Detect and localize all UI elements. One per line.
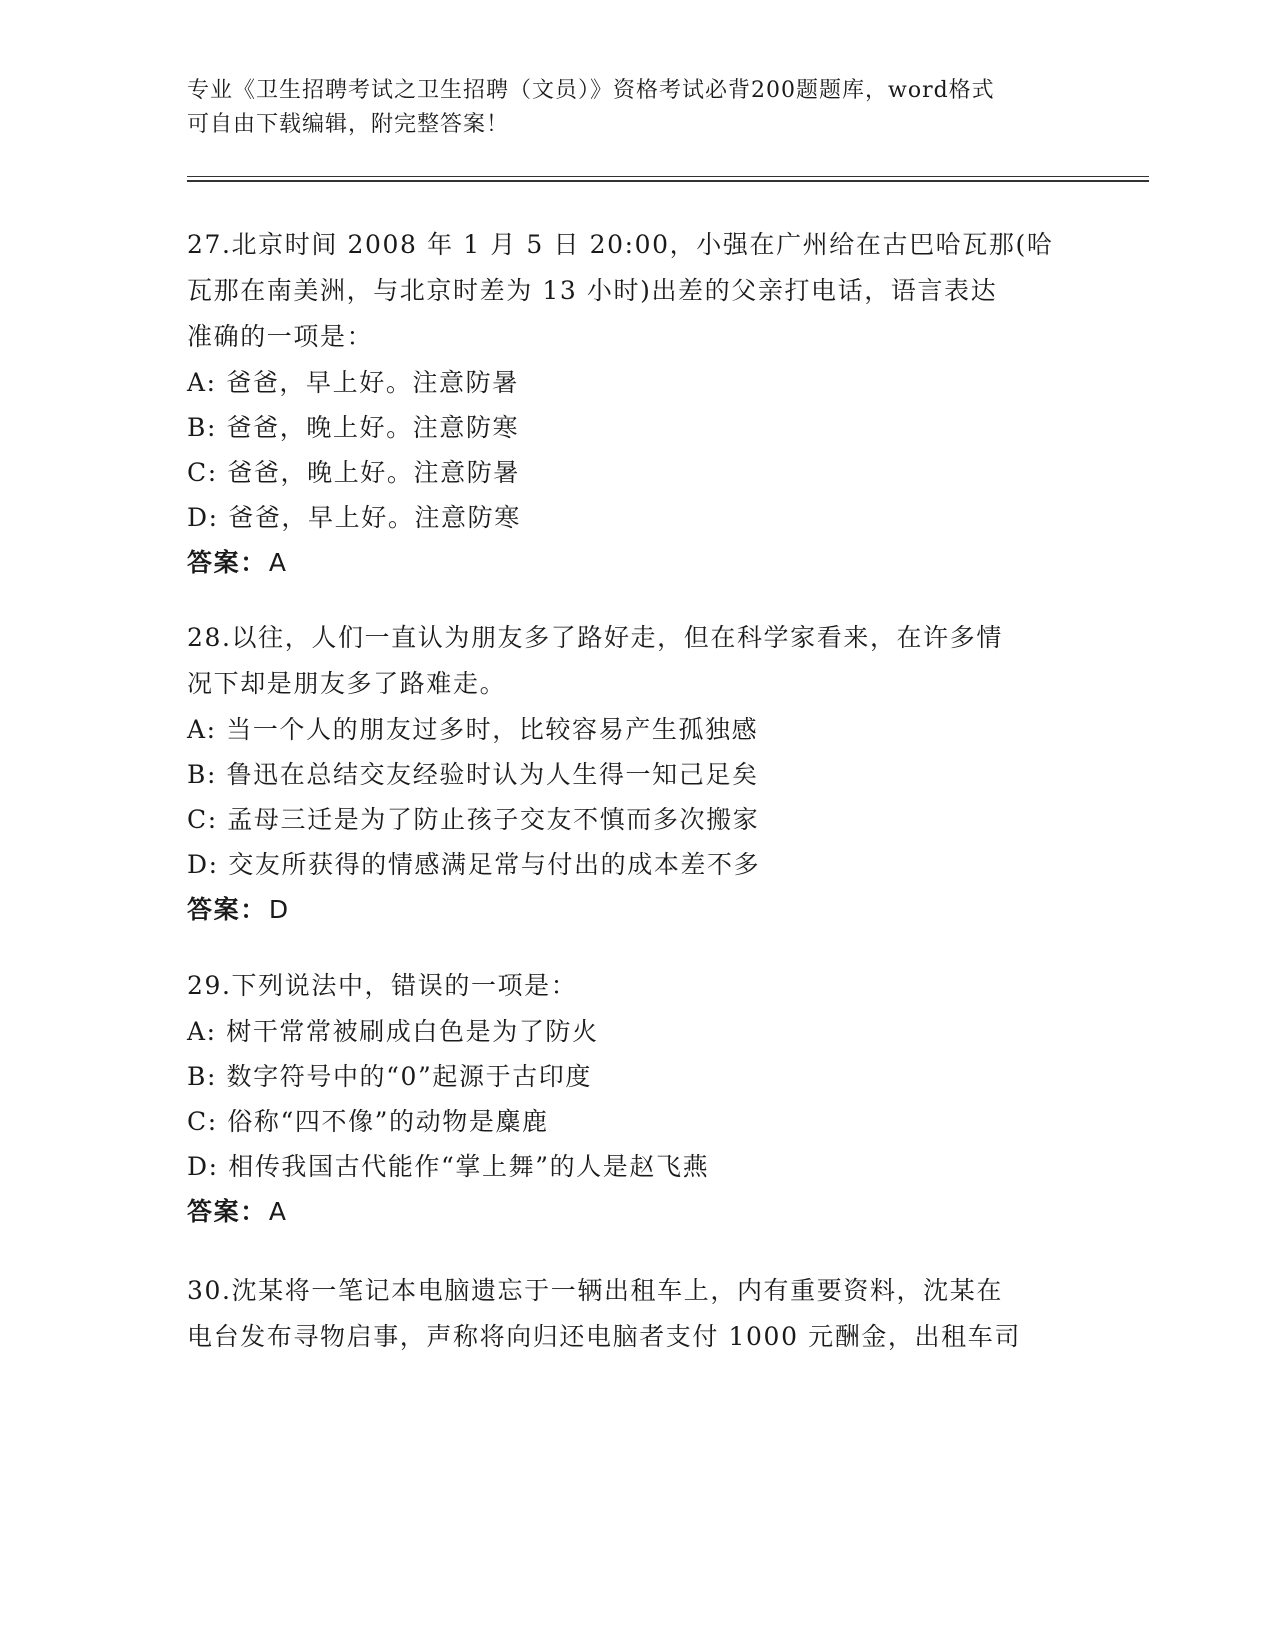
answer-line — [187, 887, 1167, 933]
question-text-line: 30.沈某将一笔记本电脑遗忘于一辆出租车上，内有重要资料，沈某在 — [187, 1276, 1003, 1305]
option-d: D: 交友所获得的情感满足常与付出的成本差不多 — [187, 850, 761, 879]
option-a: A: 树干常常被刷成白色是为了防火 — [187, 1017, 599, 1046]
answer-value: A — [268, 1197, 288, 1226]
option-a: A: 爸爸，早上好。注意防暑 — [187, 368, 519, 397]
option-d: D: 爸爸，早上好。注意防寒 — [187, 503, 521, 532]
question-text-line: 瓦那在南美洲，与北京时差为 13 小时)出差的父亲打电话，语言表达 — [187, 276, 998, 305]
answer-label: 答案： — [187, 895, 267, 924]
answer-value: A — [268, 548, 288, 577]
header-title-line-2: 可自由下载编辑，附完整答案！ — [187, 112, 510, 137]
header-title-line-1: 专业《卫生招聘考试之卫生招聘（文员）》资格考试必背200题题库，word格式 — [187, 78, 995, 103]
question-text-line: 28.以往，人们一直认为朋友多了路好走，但在科学家看来，在许多情 — [187, 623, 1003, 652]
question-text-line: 况下却是朋友多了路难走。 — [187, 669, 507, 698]
answer-line — [187, 540, 1167, 586]
answer-label: 答案： — [187, 1197, 267, 1226]
answer-label: 答案： — [187, 548, 267, 577]
option-b: B: 鲁迅在总结交友经验时认为人生得一知己足矣 — [187, 760, 759, 789]
option-b: B: 数字符号中的“0”起源于古印度 — [187, 1062, 593, 1091]
question-text-line: 电台发布寻物启事，声称将向归还电脑者支付 1000 元酬金，出租车司 — [187, 1322, 1021, 1351]
question-29 — [187, 963, 1167, 1235]
option-c: C: 俗称“四不像”的动物是麋鹿 — [187, 1107, 549, 1136]
question-28 — [187, 615, 1167, 933]
question-30 — [187, 1268, 1167, 1360]
question-27 — [187, 222, 1167, 586]
answer-line — [187, 1189, 1167, 1235]
question-text-line: 29.下列说法中，错误的一项是： — [187, 971, 578, 1000]
option-c: C: 孟母三迁是为了防止孩子交友不慎而多次搬家 — [187, 805, 760, 834]
document-header — [187, 74, 1087, 142]
option-b: B: 爸爸，晚上好。注意防寒 — [187, 413, 520, 442]
answer-value: D — [268, 895, 290, 924]
option-c: C: 爸爸，晚上好。注意防暑 — [187, 458, 520, 487]
option-a: A: 当一个人的朋友过多时，比较容易产生孤独感 — [187, 715, 759, 744]
header-divider — [187, 176, 1149, 182]
option-d: D: 相传我国古代能作“掌上舞”的人是赵飞燕 — [187, 1152, 710, 1181]
question-text-line: 准确的一项是： — [187, 322, 374, 351]
question-text-line: 27.北京时间 2008 年 1 月 5 日 20:00，小强在广州给在古巴哈瓦那(哈 — [187, 230, 1054, 259]
